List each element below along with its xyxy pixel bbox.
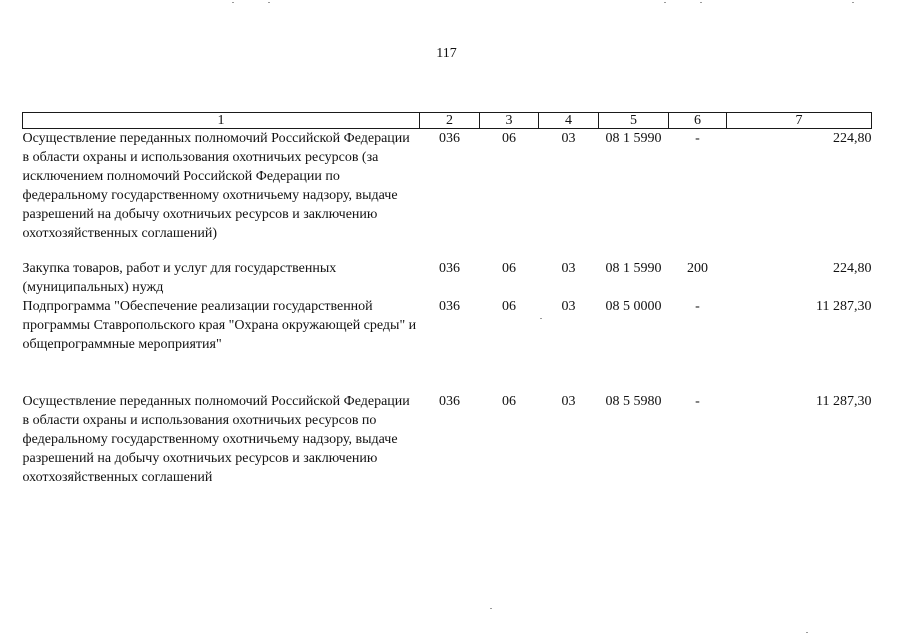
scan-speck [700, 2, 702, 3]
table-row [23, 259, 872, 297]
row-name: Подпрограмма "Обеспечение реализации государственной программы Ставропольского края "Охрана окружающей среды" и общепрограммные мероприятия" [22, 299, 417, 352]
row-amount: 11 287,30 [816, 394, 872, 409]
page-number: 117 [436, 46, 457, 61]
scan-speck [268, 2, 270, 3]
table-row [23, 129, 872, 260]
row-target-article: 08 5 5980 [605, 394, 662, 409]
scan-speck [852, 2, 854, 3]
budget-table-container [22, 112, 871, 487]
header-row [23, 113, 872, 129]
header-col-1: 1 [23, 113, 420, 129]
row-ministry-code: 036 [439, 394, 460, 409]
row-expense-type: - [695, 299, 700, 314]
row-subsection: 03 [561, 394, 576, 409]
scan-speck [540, 318, 542, 319]
header-col-5: 5 [599, 113, 669, 129]
row-ministry-code: 036 [439, 299, 460, 314]
row-name: Закупка товаров, работ и услуг для государственных (муниципальных) нужд [22, 261, 337, 295]
row-expense-type: 200 [687, 261, 708, 276]
row-name: Осуществление переданных полномочий Российской Федерации в области охраны и использования охотничьих ресурсов по федеральному государственному охотничьему надзору, выдаче разрешений на добычу охотничьих ресурсов и заключению охотхозяйственных соглашений [22, 394, 410, 485]
header-col-7: 7 [727, 113, 872, 129]
table-row [23, 297, 872, 392]
scan-speck [664, 2, 666, 3]
row-target-article: 08 1 5990 [605, 261, 662, 276]
header-col-3: 3 [480, 113, 539, 129]
row-expense-type: - [695, 394, 700, 409]
row-amount: 11 287,30 [816, 299, 872, 314]
row-section: 06 [502, 394, 516, 409]
table-row [23, 392, 872, 487]
header-col-2: 2 [420, 113, 480, 129]
row-section: 06 [502, 131, 516, 146]
row-subsection: 03 [561, 131, 576, 146]
row-subsection: 03 [561, 299, 576, 314]
row-amount: 224,80 [833, 131, 872, 146]
header-col-4: 4 [539, 113, 599, 129]
scan-speck [806, 632, 808, 633]
row-subsection: 03 [561, 261, 576, 276]
row-name: Осуществление переданных полномочий Российской Федерации в области охраны и использования охотничьих ресурсов (за исключением полномочий Российской Федерации по федеральному государственному охотничьему надзору, выдаче разрешений на добычу охотничьих ресурсов и заключению охотхозяйственных соглашений) [22, 131, 410, 241]
row-target-article: 08 1 5990 [605, 131, 662, 146]
row-expense-type: - [695, 131, 700, 146]
row-ministry-code: 036 [439, 261, 460, 276]
row-target-article: 08 5 0000 [605, 299, 662, 314]
scan-speck [232, 2, 234, 3]
row-amount: 224,80 [833, 261, 872, 276]
row-section: 06 [502, 299, 516, 314]
budget-table [22, 112, 872, 487]
row-section: 06 [502, 261, 516, 276]
scan-speck [490, 608, 492, 609]
row-ministry-code: 036 [439, 131, 460, 146]
header-col-6: 6 [669, 113, 727, 129]
